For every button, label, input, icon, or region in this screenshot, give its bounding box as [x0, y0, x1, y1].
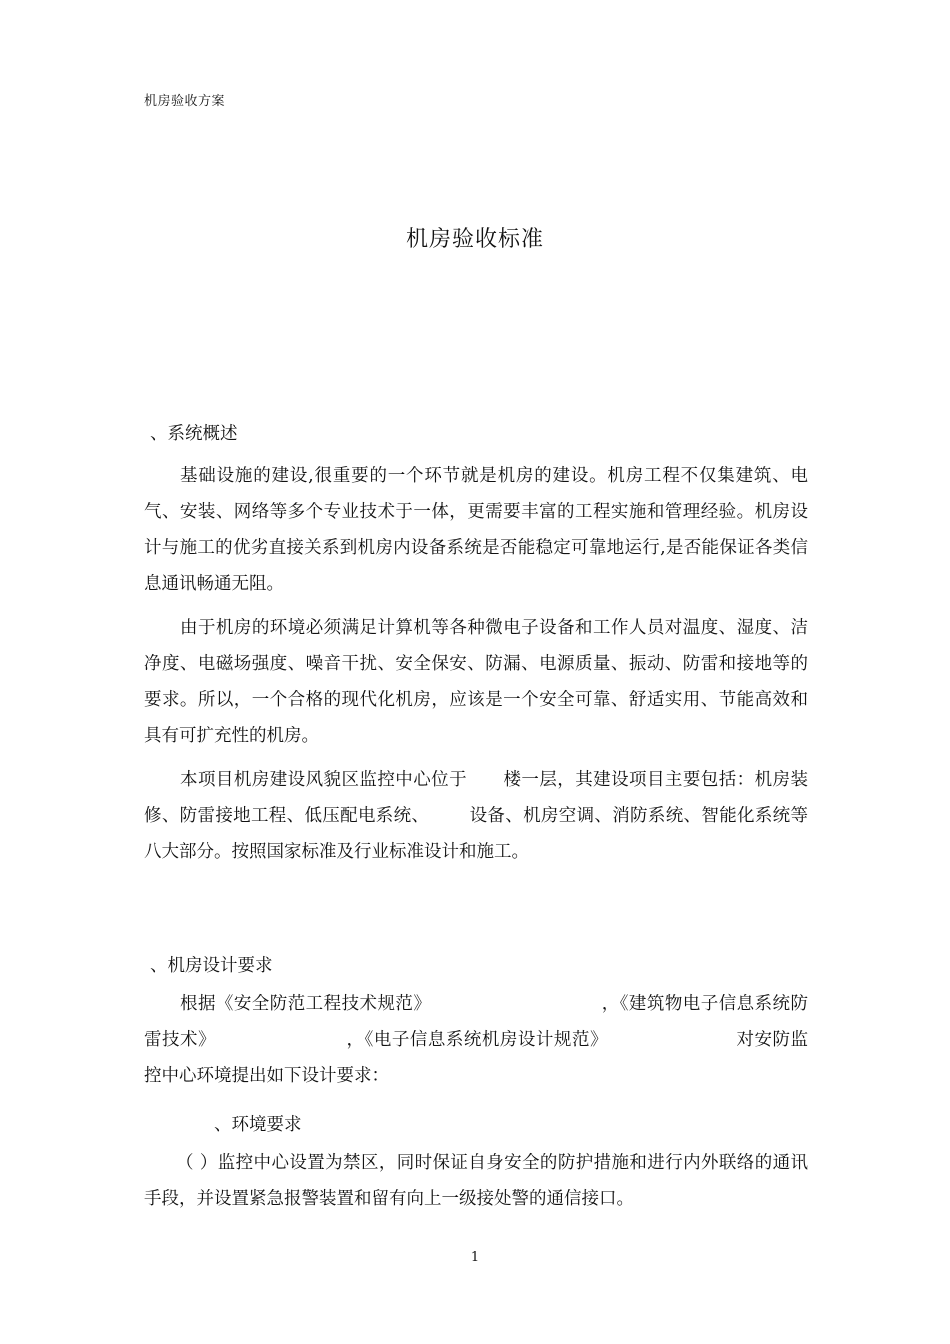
- para-part3: ，《电子信息系统机房设计规范》: [346, 1030, 608, 1050]
- section2-heading: 、机房设计要求: [150, 956, 273, 976]
- para3-part1: 本项目机房建设风貌区监控中心位于: [180, 770, 468, 790]
- section1-paragraph-2: 由于机房的环境必须满足计算机等各种微电子设备和工作人员对温度、湿度、洁净度、电磁场强度、噪音干扰、安全保安、防漏、电源质量、振动、防雷和接地等的要求。所以，一个合格的现代化机房，应该是一个安全可靠、舒适实用、节能高效和具有可扩充性的机房。: [144, 618, 808, 746]
- section1-paragraph-3: [144, 762, 808, 870]
- item-block: [144, 1145, 808, 1217]
- section2-paragraph: [144, 986, 808, 1094]
- document-title: 机房验收标准: [405, 227, 544, 252]
- para-part2: ，《建筑物电子信息系统防雷技术》: [144, 994, 809, 1050]
- item-1: （ ）监控中心设置为禁区，同时保证自身安全的防护措施和进行内外联络的通讯手段，并设置紧急报警装置和留有向上一级接处警的通信接口。: [144, 1153, 808, 1209]
- section1-paragraph-1: 基础设施的建设,很重要的一个环节就是机房的建设。机房工程不仅集建筑、电气、安装、网络等多个专业技术于一体，更需要丰富的工程实施和管理经验。机房设计与施工的优劣直接关系到机房内设备系统是否能稳定可靠地运行,是否能保证各类信息通讯畅通无阻。: [144, 466, 808, 594]
- page-number: 1: [470, 1250, 480, 1265]
- para-part4: 对安防监控中心环境提出如下设计要求：: [144, 1030, 809, 1086]
- running-header: 机房验收方案: [144, 94, 226, 109]
- para-part1: 根据《安全防范工程技术规范》: [180, 994, 432, 1014]
- section1-body: [144, 458, 808, 870]
- para3-part3: 设备、机房空调、消防系统、智能化系统等八大部分。按照国家标准及行业标准设计和施工。: [144, 806, 809, 862]
- section1-heading: 、系统概述: [150, 424, 238, 444]
- para3-part2: 楼一层，其建设项目主要包括：机房装修、防雷接地工程、低压配电系统、: [144, 770, 808, 826]
- section2-body: [144, 986, 808, 1094]
- sub-heading: 、环境要求: [214, 1115, 302, 1135]
